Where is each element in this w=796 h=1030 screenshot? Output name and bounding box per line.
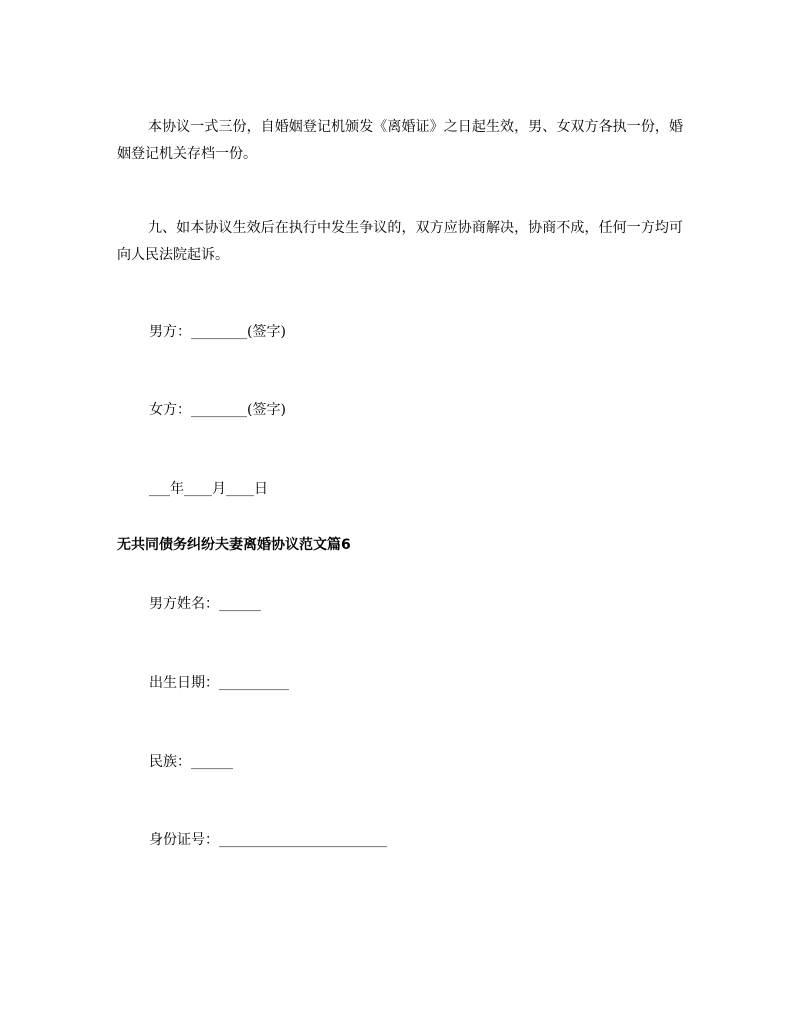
validity-paragraph: 本协议一式三份，自婚姻登记机颁发《离婚证》之日起生效，男、女双方各执一份，婚姻登记机关存档一份。 xyxy=(117,119,683,162)
female-signature-line: 女方：________(签字) xyxy=(149,402,286,418)
id-number-field: 身份证号：________________________ xyxy=(149,832,387,848)
date-line: ___年____月____日 xyxy=(149,481,268,497)
male-signature-line: 男方：________(签字) xyxy=(149,324,286,340)
birth-date-field: 出生日期：__________ xyxy=(149,675,289,691)
section-title: 无共同债务纠纷夫妻离婚协议范文篇6 xyxy=(117,537,351,553)
ethnicity-field: 民族：______ xyxy=(149,754,233,770)
male-name-field: 男方姓名：______ xyxy=(149,596,261,612)
dispute-clause-paragraph: 九、如本协议生效后在执行中发生争议的，双方应协商解决，协商不成，任何一方均可向人民法院起诉。 xyxy=(117,220,683,263)
